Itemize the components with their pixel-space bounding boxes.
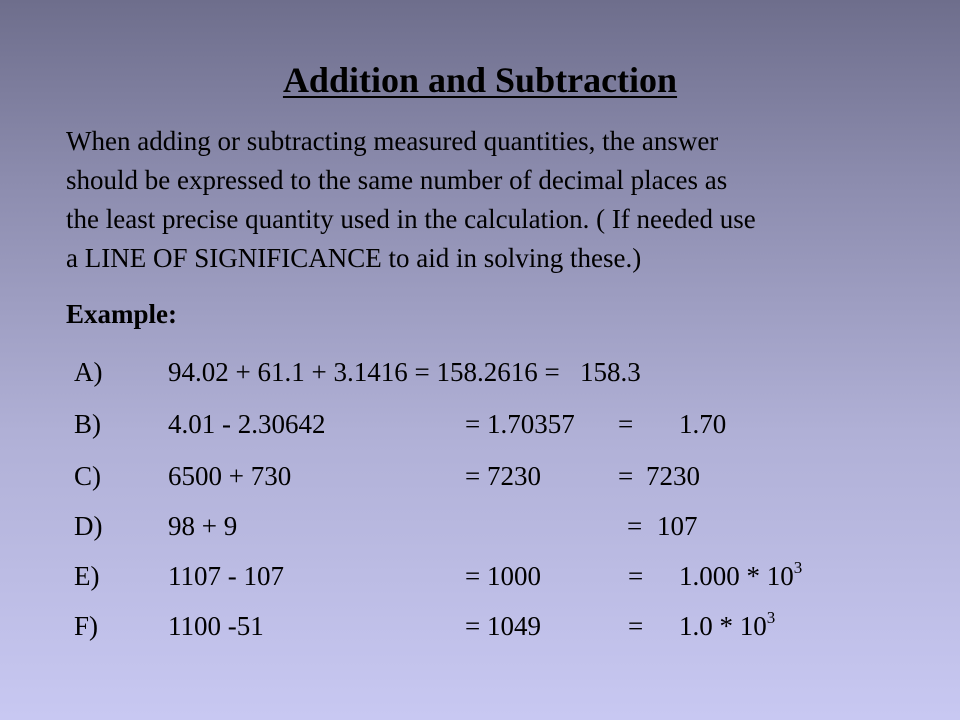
example-intermediate: = 1049 <box>465 611 541 641</box>
example-letter: B) <box>74 409 101 439</box>
example-equals: = <box>627 511 643 541</box>
example-expression: 98 + 9 <box>168 511 238 541</box>
intro-line: a LINE OF SIGNIFICANCE to aid in solving these.) <box>66 243 642 273</box>
example-row <box>0 606 960 646</box>
slide-title-text: Addition and Subtraction <box>282 60 678 100</box>
example-result: 158.3 <box>579 357 641 387</box>
example-letter: D) <box>74 511 103 541</box>
intro-line: When adding or subtracting measured quantities, the answer <box>66 126 719 156</box>
example-row <box>0 556 960 596</box>
example-result: $1.0 * 10^3$ <box>679 608 776 641</box>
example-intermediate: = 7230 <box>465 461 541 491</box>
example-result: 1.70 <box>679 409 727 439</box>
example-label: Example: <box>66 299 177 329</box>
example-result: $1.000 * 10^3$ <box>679 558 803 591</box>
slide-title <box>0 58 960 102</box>
intro-paragraph <box>66 122 906 278</box>
example-equals: = <box>628 561 644 591</box>
example-equals: = <box>618 409 634 439</box>
example-exponent: 3 <box>793 558 803 577</box>
example-letter: E) <box>74 561 100 591</box>
example-expression: 6500 + 730 <box>168 461 292 491</box>
example-expression: 1107 - 107 <box>168 561 284 591</box>
example-expression: 4.01 - 2.30642 <box>168 409 326 439</box>
example-row <box>0 456 960 496</box>
example-equals: = <box>618 461 634 491</box>
example-equals: = <box>628 611 644 641</box>
example-intermediate: = 1000 <box>465 561 541 591</box>
example-row <box>0 506 960 546</box>
example-row <box>0 404 960 444</box>
example-result: 107 <box>657 511 698 541</box>
intro-line: the least precise quantity used in the calculation. ( If needed use <box>66 204 756 234</box>
example-letter: C) <box>74 461 101 491</box>
example-exponent: 3 <box>766 608 776 627</box>
example-result: 7230 <box>646 461 700 491</box>
intro-line: should be expressed to the same number of decimal places as <box>66 165 728 195</box>
example-intermediate: = 158.2616 <box>414 357 545 387</box>
example-letter: A) <box>74 357 103 387</box>
example-expression: 94.02 + 61.1 + 3.1416 = 158.2616 = 158.3 <box>168 357 641 387</box>
example-letter: F) <box>74 611 99 641</box>
example-expression: 1100 -51 <box>168 611 264 641</box>
example-row <box>0 352 960 392</box>
example-equals: = <box>544 357 580 387</box>
example-intermediate: = 1.70357 <box>465 409 575 439</box>
